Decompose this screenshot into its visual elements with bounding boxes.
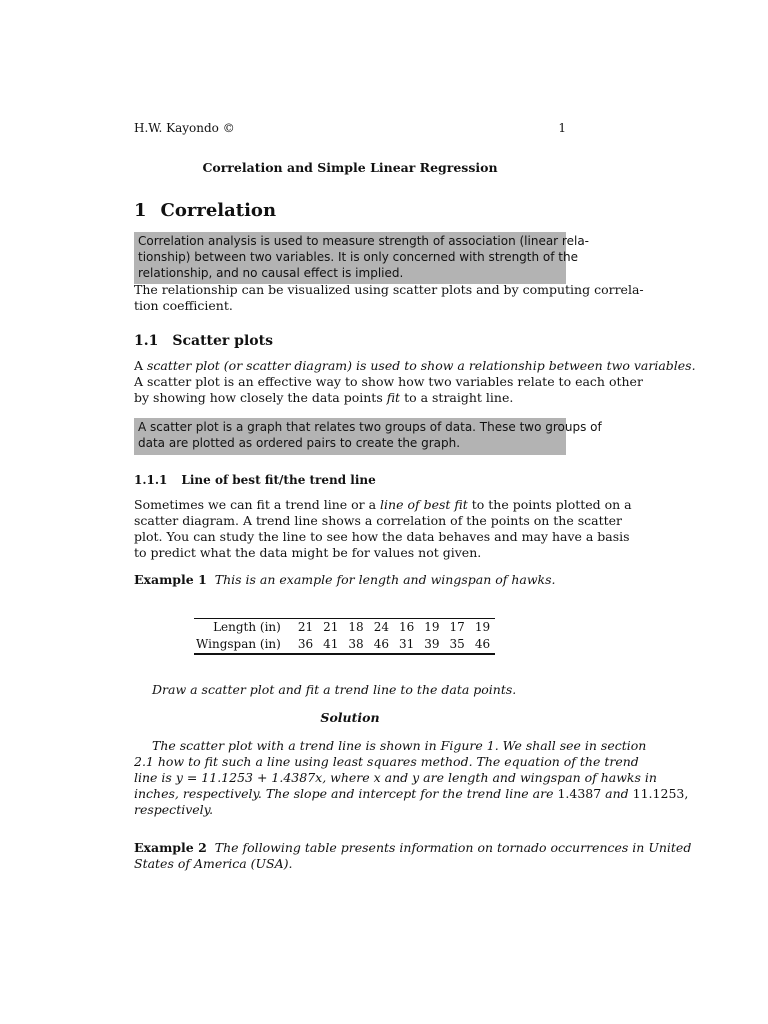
text-run: to a straight line. xyxy=(400,390,514,405)
table-row-length xyxy=(194,619,495,637)
equation: y = 11.1253 + 1.4387x xyxy=(175,770,323,785)
subsubsection-number: 1.1.1 xyxy=(134,473,168,487)
text-line: 2.1 how to fit such a line using least squares method. The equation of the trend xyxy=(134,754,639,769)
example-label: Example 1 xyxy=(134,572,207,587)
table-cell: 19 xyxy=(424,620,440,634)
text-line: scatter diagram. A trend line shows a correlation of the points on the scatter xyxy=(134,513,623,528)
table-cell: 46 xyxy=(474,637,491,651)
text-run: by showing how closely the data points xyxy=(134,390,387,405)
table-cell: 24 xyxy=(373,620,389,634)
row-label: Wingspan (in) xyxy=(196,637,281,651)
text-run: Sometimes we can fit a trend line or a xyxy=(134,497,381,512)
example-1 xyxy=(134,572,566,588)
table-cell: 39 xyxy=(424,637,440,651)
italic-run: line of best fit xyxy=(380,497,468,512)
section-heading-correlation xyxy=(134,200,276,221)
row-label: Length (in) xyxy=(213,620,281,634)
table-row-wingspan xyxy=(194,636,495,654)
text-line: The relationship can be visualized using scatter plots and by computing correla- xyxy=(134,282,644,297)
box-line: relationship, and no causal effect is implied. xyxy=(138,266,404,280)
subsubsection-title: Line of best fit/the trend line xyxy=(181,473,376,487)
paragraph-trend-line xyxy=(134,497,632,561)
text-line xyxy=(134,770,657,786)
table-cell: 16 xyxy=(398,620,415,634)
box-line: A scatter plot is a graph that relates two groups of data. These two groups of xyxy=(138,420,602,434)
text-run: and xyxy=(601,786,633,801)
example-label: Example 2 xyxy=(134,840,207,855)
subsubsection-heading-trend-line xyxy=(134,473,376,487)
author-name: H.W. Kayondo © xyxy=(134,121,235,135)
example-text: The following table presents information on tornado occurrences in United xyxy=(214,840,692,855)
text-line: tion coefficient. xyxy=(134,298,233,313)
text-run: , where x and y are length and wingspan of hawks in xyxy=(322,770,657,785)
box-line: Correlation analysis is used to measure strength of association (linear rela- xyxy=(138,234,590,248)
example-text: This is an example for length and wingspan of hawks. xyxy=(214,572,556,587)
hawk-data-table xyxy=(194,618,495,655)
text-line xyxy=(134,497,632,513)
subsection-number: 1.1 xyxy=(134,333,159,349)
text-run: line is xyxy=(134,770,176,785)
text-line xyxy=(134,572,566,588)
text-line: respectively. xyxy=(134,802,214,817)
definition-box-correlation xyxy=(134,232,590,284)
document-title: Correlation and Simple Linear Regression xyxy=(202,160,498,175)
section-title: Correlation xyxy=(160,200,277,221)
table-cell: 21 xyxy=(297,620,314,634)
text-line: Draw a scatter plot and fit a trend line to the data points. xyxy=(152,682,517,697)
subsection-heading-scatter-plots xyxy=(134,333,273,349)
text-line xyxy=(134,840,692,856)
paragraph-scatter-plot-definition xyxy=(134,358,696,406)
table-cell: 18 xyxy=(348,620,364,634)
text-line: States of America (USA). xyxy=(134,856,293,871)
box-line: data are plotted as ordered pairs to create the graph. xyxy=(138,436,461,450)
text-line: A scatter plot is an effective way to show how two variables relate to each other xyxy=(134,374,643,389)
table-cell: 35 xyxy=(449,637,465,651)
text-line xyxy=(134,390,566,406)
solution-text xyxy=(134,738,689,818)
italic-run: fit xyxy=(386,390,401,405)
intercept-value: 11.1253, xyxy=(632,786,689,801)
table-cell: 31 xyxy=(398,637,415,651)
subsection-title: Scatter plots xyxy=(172,333,273,349)
text-line xyxy=(134,786,689,802)
solution-heading: Solution xyxy=(320,710,380,725)
text-run: to the points plotted on a xyxy=(467,497,632,512)
box-line: tionship) between two variables. It is only concerned with strength of the xyxy=(138,250,578,264)
table-cell: 17 xyxy=(449,620,465,634)
text-line: The scatter plot with a trend line is shown in Figure 1. We shall see in section xyxy=(152,738,647,753)
example-2 xyxy=(134,840,692,872)
text-line: plot. You can study the line to see how the data behaves and may have a basis xyxy=(134,529,630,544)
table-cell: 41 xyxy=(323,637,339,651)
table-cell: 36 xyxy=(297,637,314,651)
italic-run: scatter plot (or scatter diagram) is used to show a relationship between two variables. xyxy=(147,358,696,373)
table-cell: 21 xyxy=(323,620,339,634)
table-cell: 46 xyxy=(373,637,389,651)
text-run: A xyxy=(134,358,148,373)
definition-box-scatter-plot xyxy=(134,418,602,455)
instruction-text xyxy=(134,682,566,698)
slope-value: 1.4387 xyxy=(557,786,602,801)
text-run: inches, respectively. The slope and intercept for the trend line are xyxy=(134,786,558,801)
text-line: to predict what the data might be for values not given. xyxy=(134,545,482,560)
text-line xyxy=(134,358,696,374)
table-cell: 19 xyxy=(474,620,491,634)
table-cell: 38 xyxy=(348,637,364,651)
section-number: 1 xyxy=(134,200,147,221)
page-number: 1 xyxy=(558,121,566,135)
paragraph-visualization xyxy=(134,282,644,314)
